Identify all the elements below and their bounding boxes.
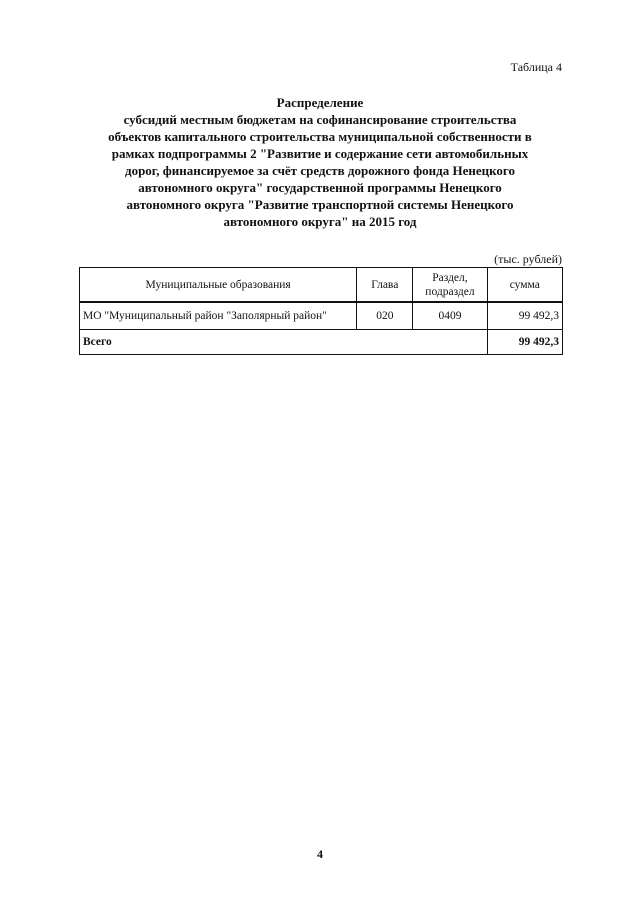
title-line: автономного округа" государственной программы Ненецкого [138, 180, 502, 195]
title-line: дорог, финансируемое за счёт средств дорожного фонда Ненецкого [125, 163, 515, 178]
table-header-row [80, 268, 563, 303]
title-line: субсидий местным бюджетам на софинансирование строительства [123, 112, 517, 127]
title-line: Распределение [276, 95, 364, 110]
distribution-table [79, 267, 563, 355]
total-row [80, 330, 563, 355]
page-number: 4 [317, 847, 323, 861]
table-number-label: Таблица 4 [510, 60, 562, 74]
title-line: рамках подпрограммы 2 "Развитие и содержание сети автомобильных [111, 146, 529, 161]
total-label: Всего [80, 330, 488, 355]
cell-municipality: МО "Муниципальный район "Заполярный район" [80, 302, 357, 330]
table-row [80, 302, 563, 330]
units-label: (тыс. рублей) [494, 252, 562, 266]
header-section [413, 268, 487, 303]
header-municipality: Муниципальные образования [80, 268, 357, 303]
document-title [70, 94, 570, 230]
header-chapter: Глава [357, 268, 413, 303]
header-amount: сумма [487, 268, 562, 303]
title-line: автономного округа" на 2015 год [223, 214, 417, 229]
total-amount: 99 492,3 [487, 330, 562, 355]
cell-chapter: 020 [357, 302, 413, 330]
cell-section: 0409 [413, 302, 487, 330]
title-line: автономного округа "Развитие транспортной системы Ненецкого [126, 197, 514, 212]
title-line: объектов капитального строительства муниципальной собственности в [108, 129, 532, 144]
cell-amount: 99 492,3 [487, 302, 562, 330]
header-section-line1: Раздел, [432, 271, 468, 284]
header-section-line2: подраздел [425, 285, 475, 298]
